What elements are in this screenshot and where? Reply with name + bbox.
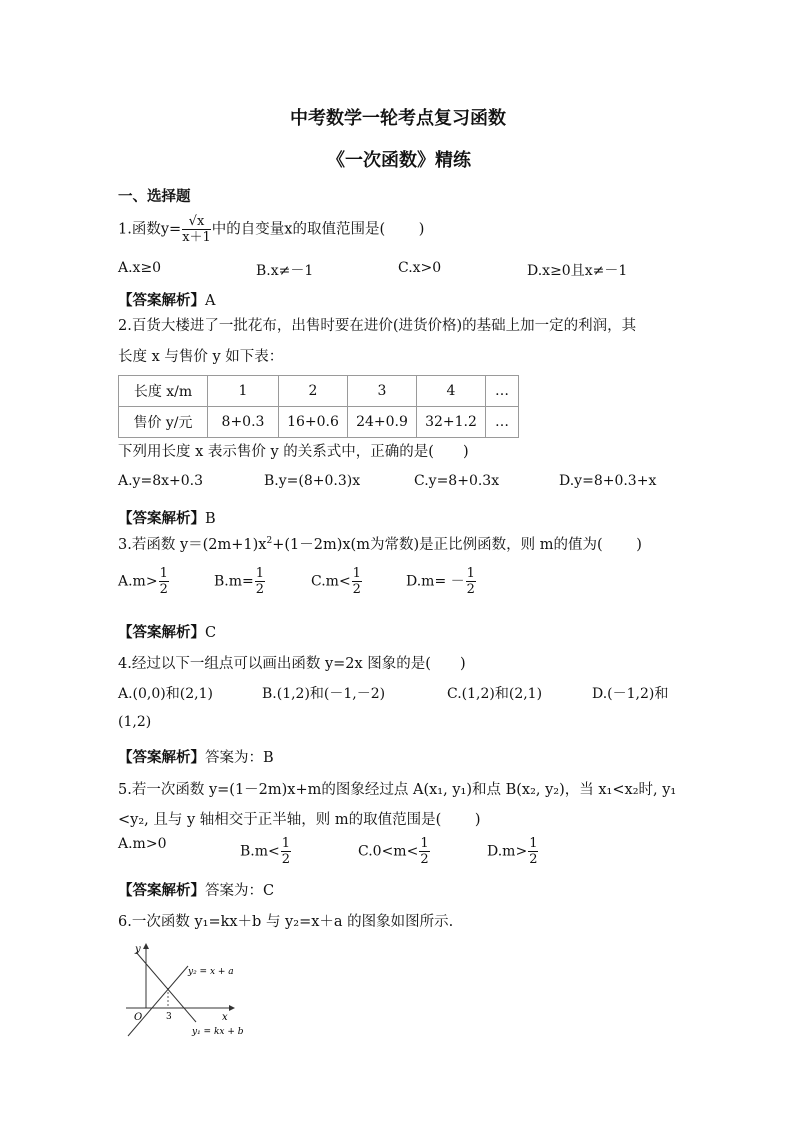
line-label-y1: y₁ = kx + b: [192, 1027, 244, 1037]
option-b: [214, 566, 266, 597]
question-5-line1: 5.若一次函数 y=(1－2m)x+m的图象经过点 A(x₁, y₁)和点 B(x₂, y₂)，当 x₁<x₂时, y₁: [118, 782, 677, 798]
option-c: [311, 566, 363, 597]
answer-5: [118, 879, 274, 900]
question-2-line3: 下列用长度 x 表示售价 y 的关系式中，正确的是( ): [118, 444, 469, 460]
option-b: B.y=(8+0.3)x: [264, 473, 361, 489]
fraction-denominator: 2: [159, 582, 168, 597]
question-2-line1: 2.百货大楼进了一批花布，出售时要在进价(进货价格)的基础上加一定的利润，其: [118, 318, 637, 334]
fraction-numerator: 1: [281, 836, 291, 851]
answer-label: 【答案解析】: [118, 625, 205, 641]
tick-label-3: 3: [166, 1012, 172, 1022]
answer-value: A: [205, 293, 216, 309]
option-b: B.x≠－1: [256, 263, 314, 279]
table-cell: 1: [208, 376, 279, 407]
fraction: [466, 566, 476, 597]
answer-label: 【答案解析】: [118, 750, 205, 766]
option-c: C.y=8+0.3x: [414, 473, 500, 489]
page-title: 中考数学一轮考点复习函数: [290, 108, 506, 129]
fraction-numerator: 1: [352, 566, 361, 581]
option-d: D.(－1,2)和: [592, 686, 669, 702]
fraction: [159, 566, 169, 597]
table-cell: 16+0.6: [279, 407, 348, 438]
option-b: B.(1,2)和(－1,－2): [262, 686, 386, 702]
fraction-denominator: x＋1: [182, 230, 211, 245]
question-3-pre: 3.若函数 y＝(2m+1)x: [118, 537, 267, 553]
answer-2: [118, 507, 216, 528]
answer-label: 【答案解析】: [118, 883, 205, 899]
answer-label: 【答案解析】: [118, 293, 205, 309]
axis-label-x: x: [222, 1012, 228, 1023]
table-cell: 4: [417, 376, 486, 407]
table-cell: 2: [279, 376, 348, 407]
question-1-post: 中的自变量x的取值范围是( ): [211, 221, 425, 238]
question-5-line2: <y₂, 且与 y 轴相交于正半轴，则 m的取值范围是( ): [118, 812, 481, 828]
fraction-denominator: 2: [466, 582, 475, 597]
axis-label-y: y: [135, 944, 141, 955]
question-3-post: +(1－2m)x(m为常数)是正比例函数，则 m的值为( ): [272, 537, 642, 553]
answer-value: 答案为：C: [205, 883, 275, 899]
fraction-numerator: 1: [529, 836, 538, 851]
fraction-denominator: 2: [352, 582, 361, 597]
option-a: A.y=8x+0.3: [118, 473, 203, 489]
fraction-denominator: 2: [529, 852, 538, 867]
fraction: [419, 836, 429, 867]
table-row: [119, 407, 519, 438]
option-a: A.x≥0: [118, 260, 162, 276]
option-prefix: A.m>0: [118, 836, 167, 852]
option-prefix: D.m= －: [406, 573, 465, 590]
table-cell: 32+1.2: [417, 407, 486, 438]
option-a: [118, 566, 170, 597]
answer-value: 答案为：B: [205, 750, 274, 766]
table-cell: 售价 y/元: [119, 407, 208, 438]
answer-value: B: [205, 511, 216, 527]
option-prefix: A.m>: [118, 573, 158, 590]
function-graph: [122, 940, 282, 1040]
table-cell: …: [486, 407, 519, 438]
exponent: 2: [266, 536, 273, 547]
origin-label: O: [134, 1012, 143, 1023]
option-a: [118, 836, 166, 852]
question-3: [118, 533, 642, 554]
option-b: [240, 836, 292, 867]
answer-3: [118, 621, 216, 642]
question-6: 6.一次函数 y₁=kx＋b 与 y₂=x＋a 的图象如图所示.: [118, 914, 454, 930]
option-d: D.y=8+0.3+x: [559, 473, 657, 489]
fraction-denominator: 2: [281, 852, 291, 867]
page-subtitle: 《一次函数》精练: [327, 150, 471, 171]
fraction-numerator: √x: [182, 214, 211, 230]
answer-1: [118, 289, 215, 310]
answer-label: 【答案解析】: [118, 511, 205, 527]
fraction-numerator: 1: [466, 566, 475, 581]
section-heading: 一、选择题: [118, 189, 191, 205]
fraction: [182, 214, 211, 245]
option-d-continued: (1,2): [118, 714, 152, 730]
option-prefix: C.m<: [311, 573, 351, 590]
fraction-denominator: 2: [255, 582, 265, 597]
fraction-numerator: 1: [420, 836, 429, 851]
table-cell: 24+0.9: [348, 407, 417, 438]
question-4: 4.经过以下一组点可以画出函数 y=2x 图象的是( ): [118, 656, 466, 672]
table-cell: …: [486, 376, 519, 407]
option-prefix: B.m<: [240, 843, 280, 860]
answer-4: [118, 746, 274, 767]
fraction: [281, 836, 291, 867]
line-y2: [128, 966, 188, 1036]
option-c: [358, 836, 431, 867]
option-a: A.(0,0)和(2,1): [118, 686, 213, 702]
option-prefix: B.m=: [214, 573, 254, 590]
line-label-y2: y₂ = x + a: [188, 967, 234, 977]
option-prefix: C.0<m<: [358, 843, 419, 860]
option-c: C.x>0: [398, 260, 442, 276]
answer-value: C: [205, 625, 217, 641]
option-prefix: D.m>: [487, 843, 528, 860]
table-cell: 长度 x/m: [119, 376, 208, 407]
fraction: [255, 566, 265, 597]
fraction-denominator: 2: [420, 852, 429, 867]
question-1-pre: 1.函数y=: [118, 221, 182, 238]
option-d: [487, 836, 539, 867]
fraction-numerator: 1: [159, 566, 168, 581]
question-1: [118, 214, 424, 245]
fraction-numerator: 1: [255, 566, 265, 581]
option-c: C.(1,2)和(2,1): [447, 686, 543, 702]
option-d: D.x≥0且x≠－1: [527, 263, 628, 279]
question-2-line2: 长度 x 与售价 y 如下表：: [118, 349, 284, 365]
table-cell: 8+0.3: [208, 407, 279, 438]
fraction: [528, 836, 538, 867]
option-d: [406, 566, 477, 597]
price-table: [118, 375, 519, 438]
fraction: [352, 566, 362, 597]
table-cell: 3: [348, 376, 417, 407]
table-row: [119, 376, 519, 407]
